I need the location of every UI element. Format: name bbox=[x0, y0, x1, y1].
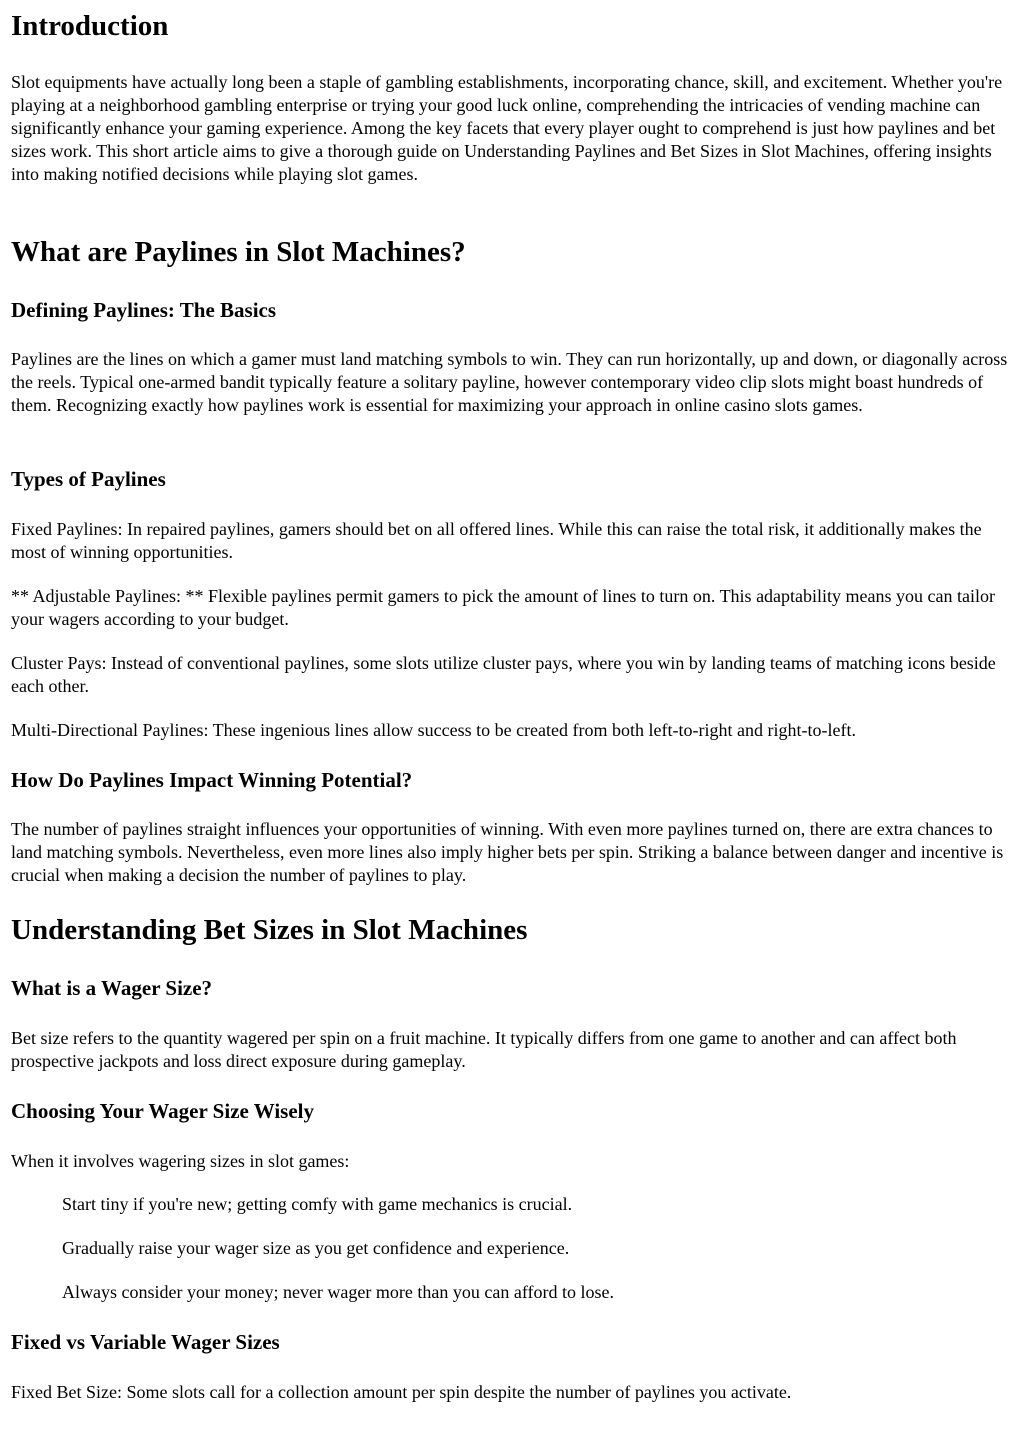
types-of-paylines-heading: Types of Paylines bbox=[11, 467, 166, 491]
paylines-impact-paragraph: The number of paylines straight influences your opportunities of winning. With even more paylines turned on, there are extra chances to land matching symbols. Nevertheless, even more lines also imply higher bets per spin. Striking a balance between danger and incentive is crucial when making a decision the number of paylines to play. bbox=[11, 819, 1004, 885]
list-item: Gradually raise your wager size as you get confidence and experience. bbox=[62, 1238, 570, 1258]
paylines-impact-heading: How Do Paylines Impact Winning Potential? bbox=[11, 768, 413, 792]
adjustable-paylines-paragraph: ** Adjustable Paylines: ** Flexible paylines permit gamers to pick the amount of lines to turn on. This adaptability means you can tailor your wagers according to your budget. bbox=[11, 586, 995, 629]
defining-paylines-heading: Defining Paylines: The Basics bbox=[11, 298, 277, 322]
multi-directional-paragraph: Multi-Directional Paylines: These ingenious lines allow success to be created from both left-to-right and right-to-left. bbox=[11, 720, 856, 740]
choosing-wager-intro: When it involves wagering sizes in slot games: bbox=[11, 1151, 350, 1171]
wager-size-heading: What is a Wager Size? bbox=[11, 976, 213, 1000]
cluster-pays-paragraph: Cluster Pays: Instead of conventional paylines, some slots utilize cluster pays, where you win by landing teams of matching icons beside each other. bbox=[11, 653, 996, 696]
list-item: Start tiny if you're new; getting comfy with game mechanics is crucial. bbox=[62, 1194, 573, 1214]
introduction-paragraph: Slot equipments have actually long been a staple of gambling establishments, incorporating chance, skill, and excitement. Whether you're playing at a neighborhood gambling enterprise or trying your good luck online, comprehending the intricacies of vending machine can significantly enhance your gaming experience. Among the key facets that every player ought to comprehend is just how paylines and bet sizes work. This short article aims to give a thorough guide on Understanding Paylines and Bet Sizes in Slot Machines, offering insights into making notified decisions while playing slot games. bbox=[11, 72, 1003, 184]
wager-size-paragraph: Bet size refers to the quantity wagered per spin on a fruit machine. It typically differs from one game to another and can affect both prospective jackpots and loss direct exposure during gameplay. bbox=[11, 1028, 957, 1071]
choosing-wager-heading: Choosing Your Wager Size Wisely bbox=[11, 1099, 314, 1123]
paylines-heading: What are Paylines in Slot Machines? bbox=[11, 236, 466, 268]
list-item: Always consider your money; never wager more than you can afford to lose. bbox=[62, 1282, 614, 1302]
wager-tips-list bbox=[11, 1193, 1024, 1304]
fixed-vs-variable-heading: Fixed vs Variable Wager Sizes bbox=[11, 1330, 280, 1354]
introduction-heading: Introduction bbox=[11, 10, 169, 42]
fixed-bet-size-paragraph: Fixed Bet Size: Some slots call for a collection amount per spin despite the number of paylines you activate. bbox=[11, 1382, 792, 1402]
defining-paylines-paragraph: Paylines are the lines on which a gamer must land matching symbols to win. They can run horizontally, up and down, or diagonally across the reels. Typical one-armed bandit typically feature a solitary payline, however contemporary video clip slots might boast hundreds of them. Recognizing exactly how paylines work is essential for maximizing your approach in online casino slots games. bbox=[11, 349, 1008, 415]
fixed-paylines-paragraph: Fixed Paylines: In repaired paylines, gamers should bet on all offered lines. While this can raise the total risk, it additionally makes the most of winning opportunities. bbox=[11, 519, 982, 562]
bet-sizes-heading: Understanding Bet Sizes in Slot Machines bbox=[11, 914, 528, 946]
